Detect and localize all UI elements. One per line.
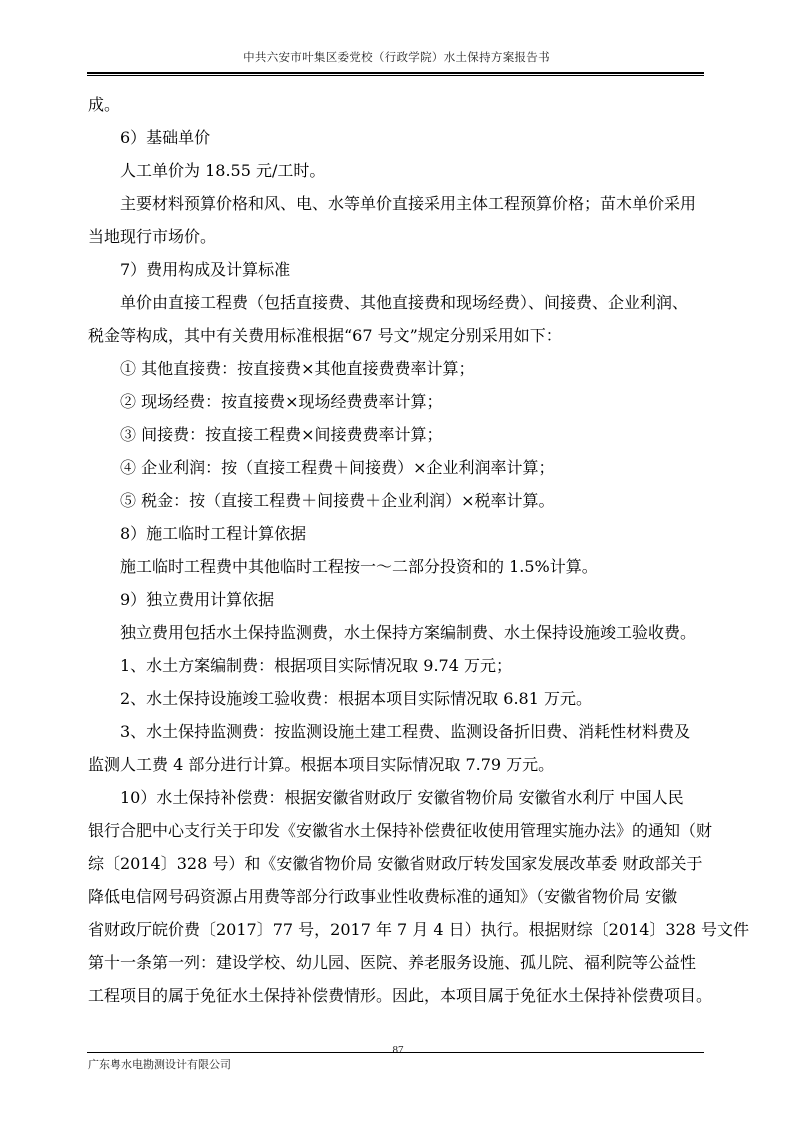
list-item-indirect-cost: ③ 间接费：按直接工程费×间接费费率计算； <box>120 425 443 444</box>
paragraph-unit-price-composition: 单价由直接工程费（包括直接费、其他直接费和现场经费）、间接费、企业利润、 <box>120 293 689 312</box>
header-title: 中共六安市叶集区委党校（行政学院）水土保持方案报告书 <box>243 50 550 64</box>
page-number: 87 <box>392 1044 404 1056</box>
header-rule-thin <box>87 75 704 76</box>
paragraph-independent-cost: 独立费用包括水土保持监测费，水土保持方案编制费、水土保持设施竣工验收费。 <box>120 623 697 642</box>
footer-rule <box>87 1052 704 1053</box>
section-heading-temporary-works: 8）施工临时工程计算依据 <box>120 524 307 543</box>
section-heading-independent-cost: 9）独立费用计算依据 <box>120 590 275 609</box>
paragraph-compensation-fee-cont-5: 第十一条第一列：建设学校、幼儿园、医院、养老服务设施、孤儿院、福利院等公益性 <box>88 953 697 972</box>
list-item-tax: ⑤ 税金：按（直接工程费＋间接费＋企业利润）×税率计算。 <box>120 491 555 510</box>
paragraph-compensation-fee-cont-4: 省财政厅皖价费〔2017〕77 号，2017 年 7 月 4 日）执行。根据财综〔2014〕328 号文件 <box>88 920 750 939</box>
body-line-continuation: 成。 <box>88 95 121 114</box>
document-body <box>88 88 750 1012</box>
list-item-site-expense: ② 现场经费：按直接费×现场经费费率计算； <box>120 392 443 411</box>
paragraph-material-price-cont: 当地现行市场价。 <box>88 227 217 246</box>
paragraph-unit-price-composition-cont: 税金等构成，其中有关费用标准根据“67 号文”规定分别采用如下： <box>88 326 562 345</box>
list-item-monitoring-fee-cont: 监测人工费 4 部分进行计算。根据本项目实际情况取 7.79 万元。 <box>88 755 555 774</box>
section-heading-cost-composition: 7）费用构成及计算标准 <box>120 260 291 279</box>
paragraph-compensation-fee: 10）水土保持补偿费：根据安徽省财政厅 安徽省物价局 安徽省水利厅 中国人民 <box>120 788 684 807</box>
list-item-acceptance-fee: 2、水土保持设施竣工验收费：根据本项目实际情况取 6.81 万元。 <box>120 689 592 708</box>
section-heading-base-unit-price: 6）基础单价 <box>120 128 211 147</box>
list-item-other-direct-cost: ① 其他直接费：按直接费×其他直接费费率计算； <box>120 359 475 378</box>
paragraph-compensation-fee-cont-2: 综〔2014〕328 号）和《安徽省物价局 安徽省财政厅转发国家发展改革委 财政部关于 <box>88 854 703 873</box>
list-item-enterprise-profit: ④ 企业利润：按（直接工程费＋间接费）×企业利润率计算； <box>120 458 555 477</box>
header-rule-thick <box>87 72 704 74</box>
list-item-plan-compilation-fee: 1、水土方案编制费：根据项目实际情况取 9.74 万元； <box>120 656 512 675</box>
paragraph-material-price: 主要材料预算价格和风、电、水等单价直接采用主体工程预算价格；苗木单价采用 <box>120 194 697 213</box>
paragraph-compensation-fee-cont-6: 工程项目的属于免征水土保持补偿费情形。因此，本项目属于免征水土保持补偿费项目。 <box>88 986 713 1005</box>
footer-company: 广东粤水电勘测设计有限公司 <box>88 1058 231 1071</box>
paragraph-labor-price: 人工单价为 18.55 元/工时。 <box>120 161 326 180</box>
list-item-monitoring-fee: 3、水土保持监测费：按监测设施土建工程费、监测设备折旧费、消耗性材料费及 <box>120 722 691 741</box>
paragraph-compensation-fee-cont-3: 降低电信网号码资源占用费等部分行政事业性收费标准的通知》（安徽省物价局 安徽 <box>88 887 678 906</box>
paragraph-compensation-fee-cont-1: 银行合肥中心支行关于印发《安徽省水土保持补偿费征收使用管理实施办法》的通知（财 <box>88 821 713 840</box>
paragraph-temporary-works: 施工临时工程费中其他临时工程按一～二部分投资和的 1.5%计算。 <box>120 557 598 576</box>
